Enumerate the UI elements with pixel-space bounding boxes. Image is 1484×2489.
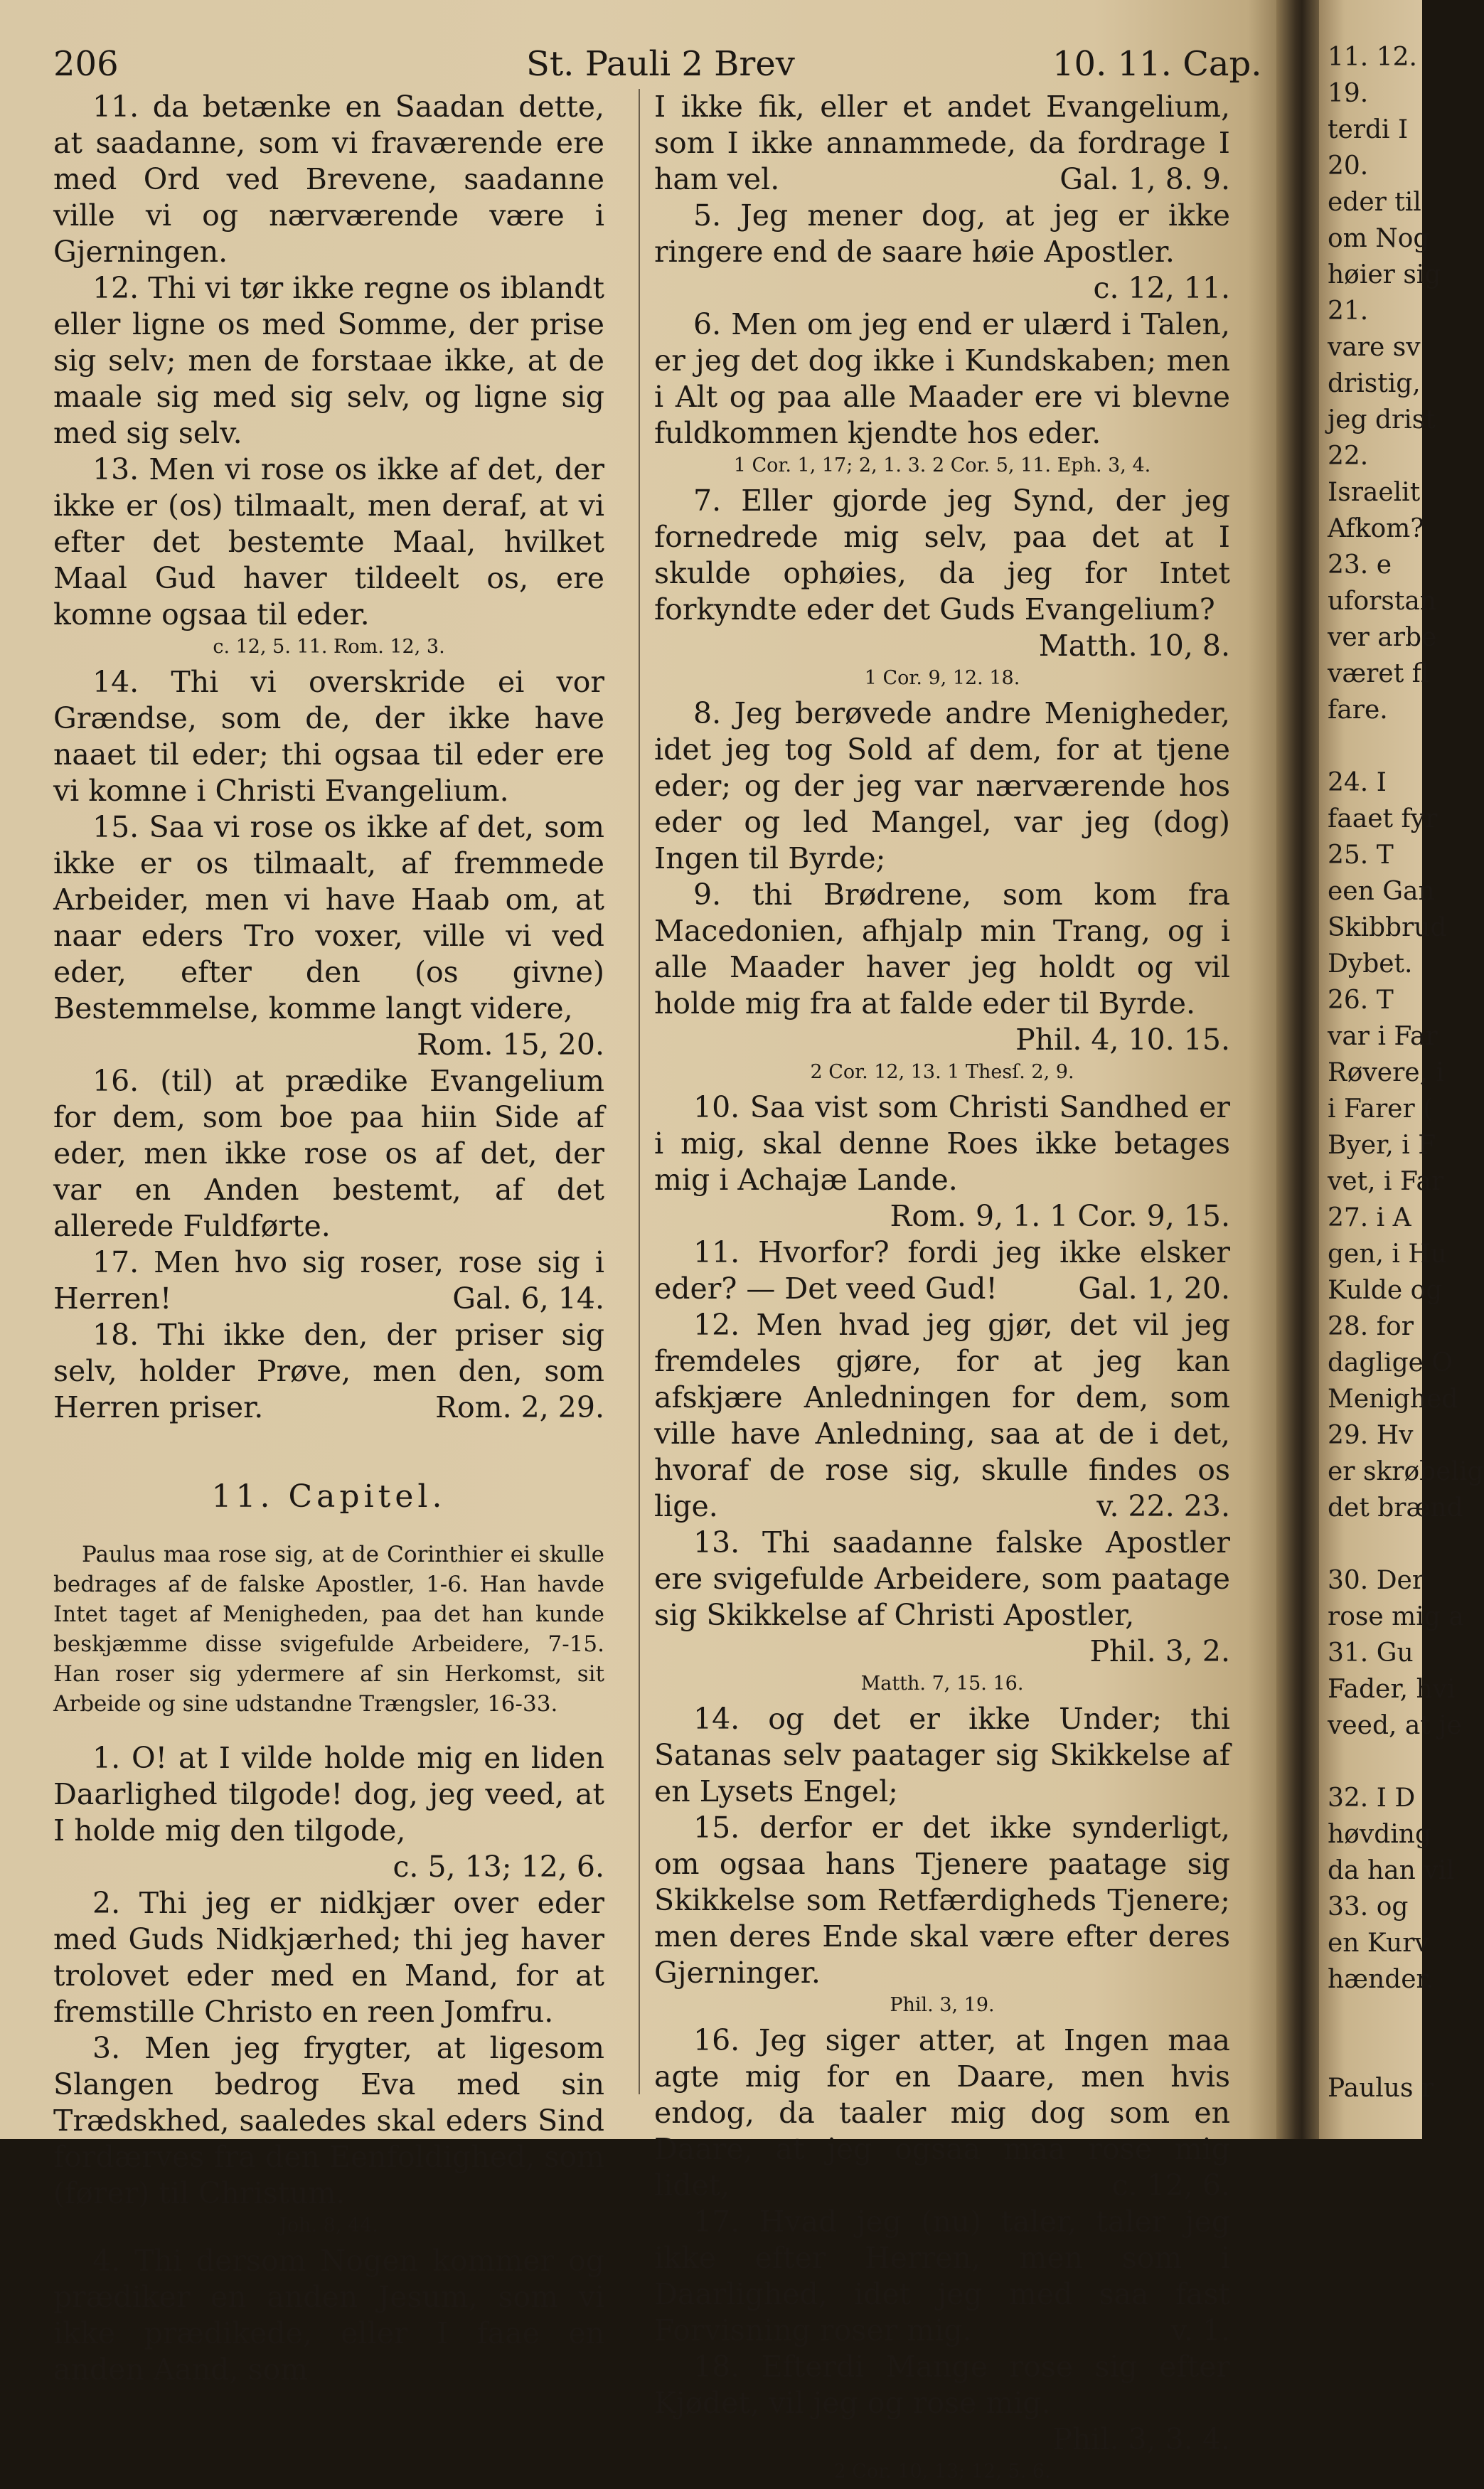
adjacent-page-line: høvding	[1328, 1820, 1431, 1849]
verse-reference: Phil. 3, 3. 4.	[1052, 2422, 1230, 2456]
adjacent-page-line: Paulus r	[1328, 2074, 1434, 2103]
adjacent-page-line: 32. I D	[1328, 1784, 1416, 1813]
verse-text: Thi vi tør ikke regne os iblandt eller ligne os med Somme, der prise sig selv; men de forstaae ikke, at de maale sig med sig selv, og ligne sig med sig selv.	[53, 271, 604, 450]
adjacent-page-line: fare.	[1328, 695, 1388, 725]
verse-reference: c. 12, 6.	[1111, 2168, 1230, 2202]
adjacent-page-line: veed, at je	[1328, 1711, 1462, 1740]
verse	[53, 2030, 604, 2212]
verse-text: derfor er det ikke synderligt, om ogsaa hans Tjenere paatage sig Skikkelse som Retfærdigheds Tjenere; men deres Ende skal være efter deres Gjerninger.	[654, 1811, 1230, 1990]
verse	[654, 198, 1230, 307]
verse-text: Hvorfor? fordi jeg ikke elsker eder? — Det veed Gud!	[654, 1235, 1230, 1306]
adjacent-page-line: 28. for	[1328, 1312, 1414, 1341]
adjacent-page-line: 23. e	[1328, 550, 1392, 580]
adjacent-page-line: er skrøbelig	[1328, 1457, 1484, 1486]
adjacent-page-line: gen, i Hu	[1328, 1240, 1447, 1269]
verse-number: 18.	[693, 2350, 762, 2384]
verse-text: Saa vist som Christi Sandhed er i mig, skal denne Roes ikke betages mig i Achajæ Lande.	[654, 1090, 1230, 1197]
cross-reference: Matth. 7, 15. 16.	[860, 1673, 1024, 1695]
verse-number: 6.	[693, 307, 732, 341]
adjacent-page-line: 31. Gu	[1328, 1638, 1414, 1668]
adjacent-page-line: Røvere, i	[1328, 1058, 1445, 1087]
book-page-right-fragment	[1319, 0, 1484, 2139]
verse	[53, 1885, 604, 2030]
verse-text: Jeg berøvede andre Menigheder, idet jeg tog Sold af dem, for at tjene eder; og der jeg var nærværende hos eder og led Mangel, var jeg (dog) Ingen til Byrde;	[654, 696, 1231, 875]
adjacent-page-line	[1319, 1526, 1422, 1562]
adjacent-page-line: 25. T	[1328, 841, 1394, 870]
adjacent-page-line: rose mig a	[1328, 1602, 1464, 1631]
adjacent-page-line: dristig,	[1328, 369, 1421, 398]
adjacent-page-line: 27. i A	[1328, 1203, 1411, 1232]
verse-text: Men hvad jeg gjør, det vil jeg fremdeles gjøre, for at jeg kan afskjære Anledningen for dem, som ville have Anledning, saa at de i det, hvoraf de rose sig, skulle findes os lige.	[654, 1308, 1230, 1523]
verse-number: 12.	[92, 271, 149, 305]
verse-number: 17.	[693, 2205, 759, 2239]
verse-text: Men hvo sig roser, rose sig i Herren!	[53, 1245, 604, 1316]
adjacent-page-line: ver arbe	[1328, 623, 1437, 652]
verse	[53, 809, 604, 1063]
adjacent-page-line: vet, i Far	[1328, 1167, 1444, 1196]
verse-text: Men vi rose os ikke af det, der ikke er (os) tilmaalt, men deraf, at vi efter det bestemte Maal, hvilket Maal Gud haver tildeelt os, ere komne ogsaa til eder.	[53, 452, 604, 631]
chapter-heading: 11. Capitel.	[211, 1478, 447, 1515]
adjacent-page-line: eder til	[1328, 188, 1421, 217]
adjacent-page-line: hænder.	[1328, 1965, 1434, 1994]
verse-reference: Gal. 6, 14.	[452, 1281, 604, 1316]
cross-reference: 2 Cor. 10, 13; 12, 5. 6.	[833, 2461, 1051, 2483]
verse-reference: Gal. 1, 20.	[1078, 1272, 1230, 1306]
verse-number: 8.	[693, 696, 735, 730]
cross-reference: Joh. 8, 44.	[279, 2214, 378, 2237]
right-column	[654, 89, 1230, 2489]
verse-number: 15.	[693, 1811, 760, 1845]
verse-text: Thi dersom Nogen kommer og prædiker en anden Jesum, som vi ikke prædikede, eller I faae en anden Aand, som	[53, 2244, 604, 2387]
verse-number: 1.	[92, 1741, 132, 1775]
chapter-range: 10. 11. Cap.	[1052, 44, 1262, 84]
verse-reference: Gal. 1, 8. 9.	[1059, 162, 1230, 196]
verse-reference: Matth. 10, 8.	[1038, 629, 1230, 663]
verse-number: 14.	[92, 665, 171, 699]
chapter-summary: Paulus maa rose sig, at de Corinthier ei skulle bedrages af de falske Apostler, 1-6. Han havde Intet taget af Menigheden, paa det han kunde beskjæmme disse svigefulde Arbeidere, 7-15. Han roser sig ydermere af sin Herkomst, sit Arbeide og sine udstandne Trængsler, 16-33.	[53, 1542, 604, 1717]
verse-reference: Phil. 4, 10. 15.	[1015, 1023, 1230, 1057]
verse-number: 3.	[92, 2031, 145, 2065]
verse-text: Efterdi Mange rose sig efter Kjødet, vil jeg og rose mig.	[654, 2350, 1230, 2420]
verse-text: Thi saadanne falske Apostler ere svigefulde Arbeidere, som paatage sig Skikkelse af Christi Apostler,	[654, 1525, 1230, 1632]
verse-reference: v. 1.	[1170, 2313, 1230, 2347]
verse-reference: Rom. 15, 20.	[417, 1028, 604, 1062]
adjacent-page-line: i Farer (	[1328, 1094, 1434, 1124]
verse-text: Thi jeg er nidkjær over eder med Guds Nidkjærhed; thi jeg haver trolovet eder med en Mand, for at fremstille Christo en reen Jomfru.	[53, 1886, 604, 2029]
verse-text: Eller gjorde jeg Synd, der jeg fornedrede mig selv, paa det at I skulde ophøies, da jeg for Intet forkyndte eder det Guds Evangelium?	[654, 484, 1231, 627]
verse	[53, 270, 604, 452]
verse-reference: c. 12, 11.	[1093, 271, 1230, 305]
adjacent-page-line: Kulde og	[1328, 1276, 1443, 1305]
verse-reference: c. 5, 13; 12, 6.	[393, 1850, 604, 1884]
verse	[53, 1244, 604, 1317]
verse-number: 13.	[92, 452, 149, 486]
adjacent-page-line: uforstan	[1328, 587, 1436, 616]
right-verses	[654, 89, 1230, 2486]
adjacent-page-line: faaet fyr	[1328, 804, 1438, 833]
adjacent-page-line: Dybet.	[1328, 949, 1413, 979]
adjacent-page-line: Afkom?	[1328, 514, 1424, 543]
left-column	[53, 89, 604, 2388]
verse	[53, 89, 604, 270]
verse-number: 10.	[693, 1090, 750, 1124]
adjacent-page-line: daglige O	[1328, 1348, 1453, 1377]
adjacent-page-line: vare sv	[1328, 333, 1421, 362]
verse	[654, 89, 1230, 198]
adjacent-page-line: 33. og	[1328, 1892, 1409, 1922]
verse-number: 16.	[92, 1064, 161, 1098]
adjacent-page-line	[1319, 1744, 1422, 1780]
verse-text: og det er ikke Under; thi Satanas selv paatager sig Skikkelse af en Lysets Engel;	[654, 1702, 1230, 1808]
cross-reference: Phil. 3, 19.	[890, 1994, 995, 2016]
verse	[53, 2243, 604, 2388]
adjacent-page-line: 11. 12.	[1328, 43, 1417, 72]
adjacent-page-line: terdi I	[1328, 115, 1409, 144]
verse	[53, 664, 604, 809]
adjacent-page-line	[1319, 728, 1422, 764]
verse-number: 16.	[693, 2023, 759, 2057]
verse	[53, 452, 604, 633]
adjacent-page-line: Byer, i F	[1328, 1131, 1436, 1160]
adjacent-page-line: 29. Hv	[1328, 1421, 1414, 1450]
verse	[654, 2022, 1230, 2204]
adjacent-page-line: Menighed	[1328, 1385, 1458, 1414]
verse	[654, 1701, 1230, 1810]
adjacent-page-line: om Nog	[1328, 224, 1430, 253]
verse	[654, 1525, 1230, 1670]
verse	[53, 1317, 604, 1426]
adjacent-page-line: en Kurv	[1328, 1929, 1429, 1958]
running-title: St. Pauli 2 Brev	[526, 44, 795, 84]
verse-number: 7.	[693, 484, 742, 518]
verse	[654, 307, 1230, 452]
verse-number: 17.	[92, 1245, 154, 1279]
adjacent-page-line: 30. Der	[1328, 1566, 1425, 1595]
verse-reference: Phil. 3, 2.	[1089, 1634, 1230, 1668]
verse	[654, 1810, 1230, 1991]
verse-reference: v. 22. 23.	[1096, 1489, 1230, 1523]
verse-text: Men jeg frygter, at ligesom Slangen bedrog Eva med sin Trædskhed, saaledes skal eders Sind fordærves fra den Eenfoldighed, som (fører) til Christum.	[53, 2031, 604, 2210]
verse-text: thi Brødrene, som kom fra Macedonien, afhjalp min Trang, og i alle Maader haver jeg holdt og vil holde mig fra at falde eder til Byrde.	[654, 878, 1231, 1020]
cross-reference: 1 Cor. 1, 17; 2, 1. 3. 2 Cor. 5, 11. Eph. 3, 4.	[733, 454, 1151, 476]
adjacent-page-line: 20.	[1328, 151, 1369, 181]
adjacent-page-line: 26. T	[1328, 986, 1394, 1015]
verse-text: Jeg siger atter, at Ingen maa agte mig for en Daare, men hvis endog, da taaler mig dog som en Daare, at jeg ogsaa maa rose mig lidet,	[654, 2023, 1230, 2202]
verse-text: (til) at prædike Evangelium for dem, som boe paa hiin Side af eder, men ikke rose os af det, der var en Anden bestemt, af det allerede Fuldførte.	[53, 1064, 604, 1243]
adjacent-page-line: 21.	[1328, 297, 1369, 326]
book-gutter	[1276, 0, 1319, 2139]
adjacent-page-line: høier sig	[1328, 260, 1441, 289]
verse-number: 13.	[693, 1525, 763, 1560]
adjacent-page-line: da han vil	[1328, 1856, 1455, 1885]
adjacent-page-line: var i Far	[1328, 1022, 1438, 1051]
adjacent-page-line: været fl	[1328, 659, 1429, 688]
verse-number: 14.	[693, 1702, 769, 1736]
verse-reference: Rom. 9, 1. 1 Cor. 9, 15.	[890, 1199, 1230, 1233]
verse	[53, 1063, 604, 1244]
verse	[654, 2204, 1230, 2349]
adjacent-page-line: 22.	[1328, 442, 1369, 471]
verse-number: 11.	[693, 1235, 758, 1269]
verse	[654, 1235, 1230, 1307]
verse-reference: Rom. 2, 29.	[435, 1390, 604, 1424]
adjacent-page-line: Israelit	[1328, 478, 1421, 507]
adjacent-page-line: Skibbrud	[1328, 913, 1447, 942]
adjacent-page-line: een Gan	[1328, 877, 1435, 906]
verse-number: 18.	[92, 1318, 158, 1352]
chapter-verses	[53, 1740, 604, 2388]
verse-number: 5.	[693, 198, 741, 233]
page-number: 206	[53, 44, 119, 84]
verse-text: da betænke en Saadan dette, at saadanne, som vi fraværende ere med Ord ved Brevene, saadanne ville vi og nærværende være i Gjerningen.	[53, 90, 604, 269]
verse	[654, 483, 1230, 664]
verse	[654, 1307, 1230, 1525]
verse-text: O! at I vilde holde mig en liden Daarlighed tilgode! dog, jeg veed, at I holde mig den tilgode,	[53, 1741, 604, 1848]
verse	[654, 877, 1230, 1058]
verse	[53, 1740, 604, 1885]
verse	[654, 2349, 1230, 2458]
verse-text: Thi vi overskride ei vor Grændse, som de, der ikke have naaet til eder; thi ogsaa til eder ere vi komne i Christi Evangelium.	[53, 665, 604, 808]
verse-number: 12.	[693, 1308, 757, 1342]
verse-text: Men om jeg end er ulærd i Talen, er jeg det dog ikke i Kundskaben; men i Alt og paa alle Maader ere vi blevne fuldkommen kjendte hos eder.	[654, 307, 1230, 450]
verse	[654, 1089, 1230, 1235]
verse-number: 15.	[92, 810, 149, 844]
verse-text: Jeg mener dog, at jeg er ikke ringere end de saare høie Apostler.	[654, 198, 1230, 269]
cross-reference: 2 Cor. 12, 13. 1 Thesſ. 2, 9.	[810, 1061, 1074, 1083]
adjacent-page-line: 24. I	[1328, 768, 1387, 797]
adjacent-page-line	[1319, 1998, 1422, 2034]
cross-reference: c. 12, 5. 11. Rom. 12, 3.	[213, 636, 445, 658]
adjacent-page-line: det brænd	[1328, 1493, 1463, 1523]
adjacent-page-line: Fader, hvi	[1328, 1675, 1456, 1704]
verse-text: Hvad jeg (nu) taler, taler jeg ikke efter Herren, men som i Daarlighed, idet jeg med saa fast Forvisning roser mig.	[654, 2205, 1230, 2347]
verse-number: 9.	[693, 878, 753, 912]
left-verses	[53, 89, 604, 1426]
adjacent-page-line: jeg drist	[1328, 405, 1436, 435]
cross-reference: 1 Cor. 9, 12. 18.	[864, 667, 1020, 689]
adjacent-page-line	[1319, 2034, 1422, 2070]
verse-text: I ikke fik, eller et andet Evangelium, som I ikke annammede, da fordrage I ham vel.	[654, 90, 1230, 196]
verse-text: Thi ikke den, der priser sig selv, holder Prøve, men den, som Herren priser.	[53, 1318, 604, 1424]
adjacent-page-line: 19.	[1328, 79, 1369, 108]
adjacent-page-text	[1319, 0, 1484, 2106]
verse-number: 11.	[92, 90, 153, 124]
verse	[654, 695, 1230, 877]
verse-text: Saa vi rose os ikke af det, som ikke er os tilmaalt, af fremmede Arbeider, men vi have Haab om, at naar eders Tro voxer, ville vi ved eder, efter den (os givne) Bestemmelse, komme langt videre,	[53, 810, 604, 1025]
verse-number: 4.	[92, 2244, 135, 2278]
column-divider	[639, 89, 640, 2094]
verse-number: 2.	[92, 1886, 139, 1920]
